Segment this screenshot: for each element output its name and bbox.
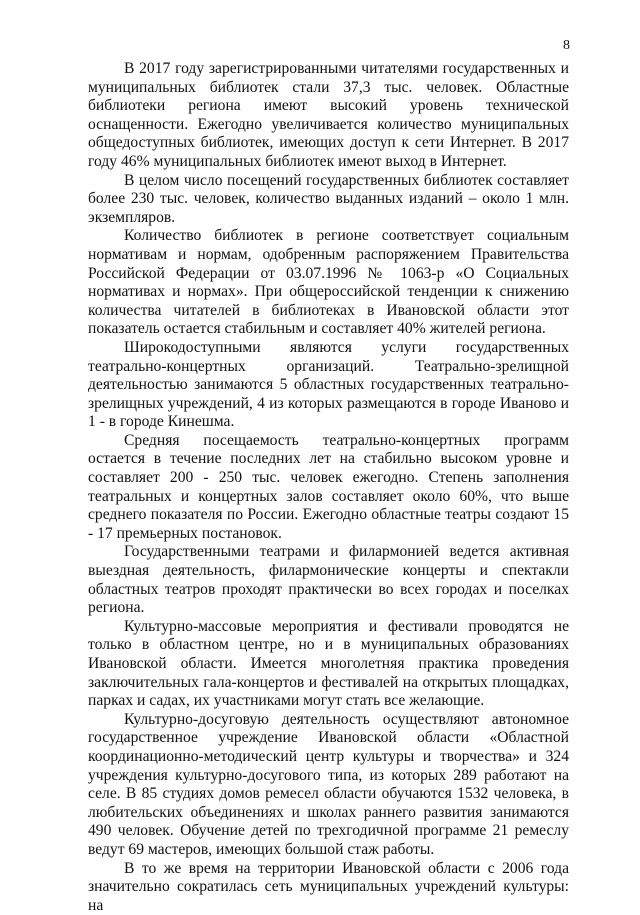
paragraph-network-reduction: В то же время на территории Ивановской области с 2006 года значительно сократилась сеть муниципальных учреждений культуры: на [88, 859, 569, 914]
paragraph-libraries-readers: В 2017 году зарегистрированными читателями государственных и муниципальных библиотек стали 37,3 тыс. человек. Областные библиотеки региона имеют высокий уровень технической оснащенности. Ежегодно увеличивается количество муниципальных общедоступных библиотек, имеющих доступ к сети Интернет. В 2017 году 46% муниципальных библиотек имеют выход в Интернет. [88, 60, 569, 170]
paragraph-festivals: Культурно-массовые мероприятия и фестивали проводятся не только в областном центре, но и в муниципальных образованиях Ивановской области. Имеется многолетняя практика проведения заключительных гала-концертов и фестивалей на открытых площадках, парках и садах, их участниками могут стать все желающие. [88, 617, 569, 710]
document-body [88, 60, 569, 915]
paragraph-library-visits: В целом число посещений государственных библиотек составляет более 230 тыс. человек, количество выданных изданий – около 1 млн. экземпляров. [88, 171, 569, 226]
page-number: 8 [563, 38, 570, 53]
paragraph-touring-activity: Государственными театрами и филармонией ведется активная выездная деятельность, филармонические концерты и спектакли областных театров проходят практически во всех городах и поселках региона. [88, 543, 569, 617]
paragraph-library-norms: Количество библиотек в регионе соответствует социальным нормативам и нормам, одобренным распоряжением Правительства Российской Федерации от 03.07.1996 № 1063-р «О Социальных нормативах и нормах». При общероссийской тенденции к снижению количества читателей в библиотеках в Ивановской области этот показатель остается стабильным и составляет 40% жителей региона. [88, 227, 569, 338]
paragraph-cultural-leisure: Культурно-досуговую деятельность осуществляют автономное государственное учреждение Ивановской области «Областной координационно-методический центр культуры и творчества» и 324 учреждения культурно-досугового типа, из которых 289 работают на селе. В 85 студиях домов ремесел области обучаются 1532 человека, в любительских объединениях и школах раннего развития занимаются 490 человек. Обучение детей по трехгодичной программе 21 ремеслу ведут 69 мастеров, имеющих большой стаж работы. [88, 710, 569, 858]
paragraph-theatre-attendance: Средняя посещаемость театрально-концертных программ остается в течение последних лет на стабильно высоком уровне и составляет 200 - 250 тыс. человек ежегодно. Степень заполнения театральных и концертных залов составляет около 60%, что выше среднего показателя по России. Ежегодно областные театры создают 15 - 17 премьерных постановок. [88, 431, 569, 542]
paragraph-theatre-organizations: Широкодоступными являются услуги государственных театрально-концертных организаций. Театрально-зрелищной деятельностью занимаются 5 областных государственных театрально-зрелищных учреждений, 4 из которых размещаются в городе Иваново и 1 - в городе Кинешма. [88, 338, 569, 431]
